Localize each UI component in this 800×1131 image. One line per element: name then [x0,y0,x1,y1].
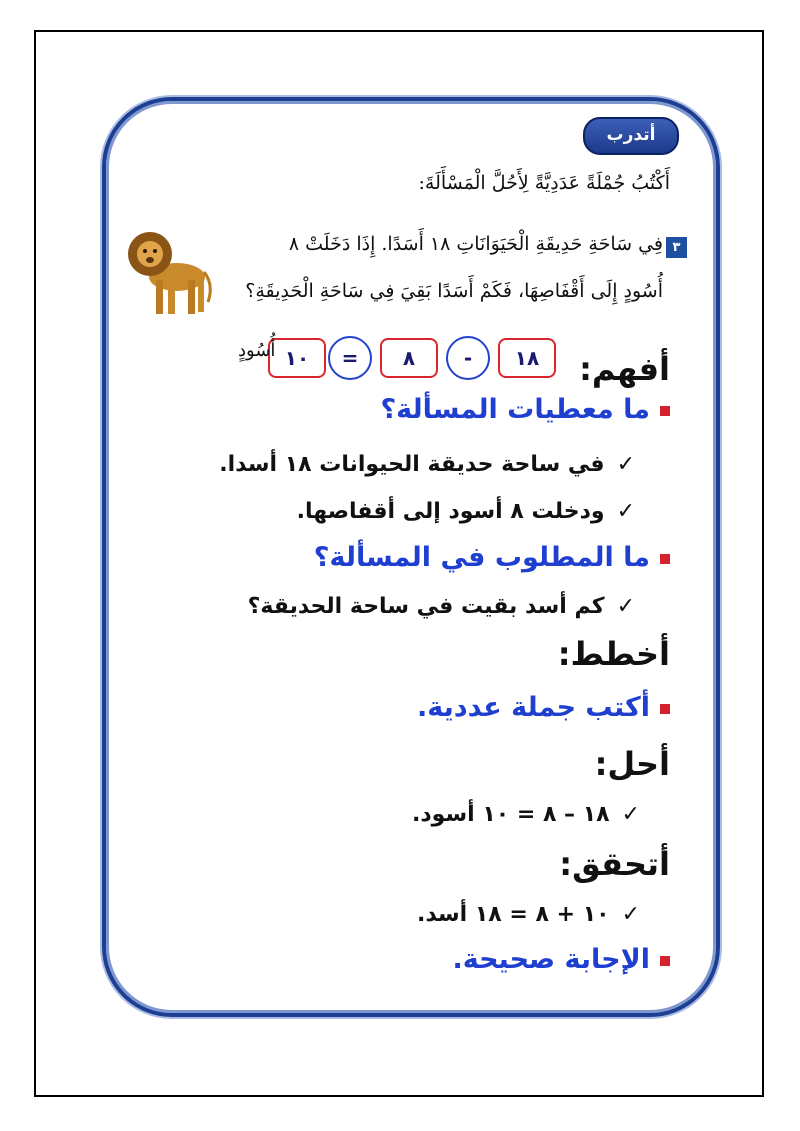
answer-correct: الإجابة صحيحة. [452,944,670,975]
instruction-text: أَكْتُبُ جُمْلَةً عَدَدِيَّةً لِأَحُلَّ الْمَسْأَلَةَ: [418,172,670,194]
bullet-square [660,554,670,564]
question-required: ما المطلوب في المسألة؟ [314,542,670,573]
section-check-title: أتحقق: [559,845,670,883]
practice-badge: أتدرب [583,117,679,155]
bullet-square [660,704,670,714]
check-item-1: ✓١٠ + ٨ = ١٨ أسد. [416,902,640,927]
section-solve-title: أحل: [594,745,670,783]
required-item-1: ✓كم أسد بقيت في ساحة الحديقة؟ [247,594,635,619]
equals-circle: = [328,336,372,380]
check-mark-icon: ✓ [616,499,635,524]
question-given: ما معطيات المسألة؟ [381,394,671,425]
given-item-2: ✓ودخلت ٨ أسود إلى أقفاصها. [296,499,635,524]
equation-minuend: ١٨ [498,338,556,378]
problem-line-2: أُسُودٍ إِلَى أَقْفَاصِهَا، فَكَمْ أَسَدًا بَقِيَ فِي سَاحَةِ الْحَدِيقَةِ؟ [245,280,663,302]
lion-illustration [122,222,212,320]
problem-number: ٣ [666,237,687,258]
equation-unit: أُسُودٍ [238,340,276,361]
check-mark-icon: ✓ [621,902,640,927]
equation-result: ١٠ [268,338,326,378]
bullet-square [660,406,670,416]
minus-circle: - [446,336,490,380]
section-understand-title: أفهم: [579,350,670,388]
solve-item-1: ✓١٨ – ٨ = ١٠ أسود. [412,802,640,827]
section-plan-title: أخطط: [557,635,670,673]
check-mark-icon: ✓ [616,452,635,477]
check-mark-icon: ✓ [616,594,635,619]
bullet-square [660,956,670,966]
plan-item-1: أكتب جملة عددية. [417,692,670,723]
problem-line-1: فِي سَاحَةِ حَدِيقَةِ الْحَيَوَانَاتِ ١٨ أَسَدًا. إِذَا دَخَلَتْ ٨ [288,233,663,255]
equation-subtrahend: ٨ [380,338,438,378]
check-mark-icon: ✓ [621,802,640,827]
given-item-1: ✓في ساحة حديقة الحيوانات ١٨ أسدا. [219,452,635,477]
